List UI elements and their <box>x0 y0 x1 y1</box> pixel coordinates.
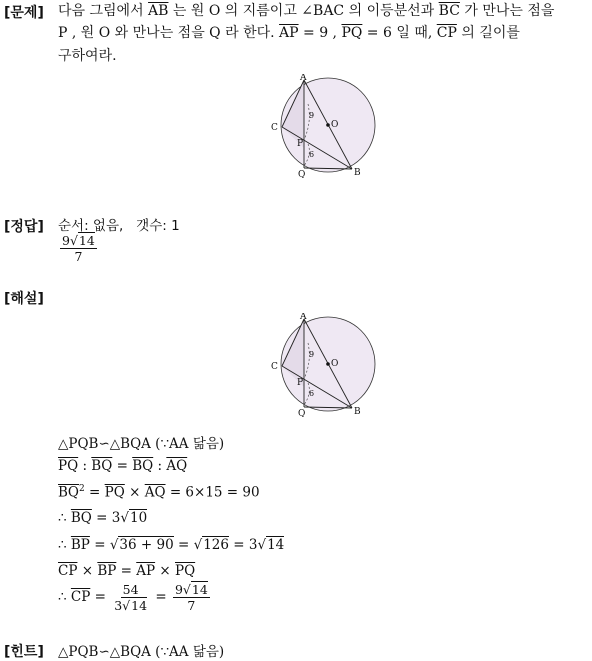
geometry-figure-solution <box>268 313 384 417</box>
answer-fraction: $\frac{9√14}{7}$ <box>62 233 95 264</box>
solution-line-4: ∴ $\overline{BQ} = 3√10$ <box>58 510 148 526</box>
length-pq: 6 <box>309 389 315 398</box>
solution-line-2: $\overline{PQ}$ : $\overline{BQ} = \overline{BQ}$ : $\overline{AQ}$ <box>58 458 188 474</box>
label-o: O <box>331 120 339 130</box>
hint-tag: [힌트] <box>4 644 44 660</box>
answer-meta: 순서: 없음, 갯수: 1 <box>58 218 180 234</box>
problem-line-2: P , 원 O 와 만나는 점을 Q 라 한다. $\overline{AP} = 9$ , $\overline{PQ} = 6$ 일 때, $\overline{CP}$ 의 길이를 <box>58 25 520 41</box>
solution-line-7: ∴ $\overline{CP}$ = $\frac{54}{3√14}$ = $\frac{9√14}{7}$ <box>58 582 208 613</box>
label-p: P <box>297 378 304 388</box>
center-dot <box>326 123 330 127</box>
solution-tag: [해설] <box>4 291 44 307</box>
label-p: P <box>297 139 304 149</box>
length-ap: 9 <box>309 350 315 359</box>
center-dot <box>326 362 330 366</box>
label-a: A <box>300 74 307 83</box>
problem-line-3: 구하여라. <box>58 48 117 64</box>
length-ap: 9 <box>309 111 315 120</box>
label-q: Q <box>298 409 306 417</box>
label-b: B <box>354 407 361 417</box>
answer-tag: [정답] <box>4 219 44 235</box>
label-q: Q <box>298 170 306 178</box>
hint-text: △PQB∽△BQA (∵AA 닮음) <box>58 644 225 660</box>
problem-tag: [문제] <box>4 5 44 21</box>
label-b: B <box>354 168 361 178</box>
length-pq: 6 <box>309 150 315 159</box>
solution-line-3: $\overline{BQ}^2 = \overline{PQ} \times \overline{AQ} = 6\times 15 = 90$ <box>58 484 260 501</box>
label-a: A <box>300 313 307 322</box>
problem-line-1: 다음 그림에서 $\overline{AB}$ 는 원 O 의 지름이고 ∠BAC 의 이등분선과 $\overline{BC}$ 가 만나는 점을 <box>58 3 555 19</box>
label-c: C <box>271 123 278 133</box>
solution-line-6: $\overline{CP} \times \overline{BP} = \overline{AP} \times \overline{PQ}$ <box>58 563 196 579</box>
solution-line-1: △PQB∽△BQA (∵AA 닮음) <box>58 436 225 452</box>
label-o: O <box>331 359 339 369</box>
label-c: C <box>271 362 278 372</box>
geometry-figure-problem <box>268 74 384 178</box>
solution-line-5: ∴ $\overline{BP} = √36 + 90 = √126 = 3√14$ <box>58 537 285 553</box>
